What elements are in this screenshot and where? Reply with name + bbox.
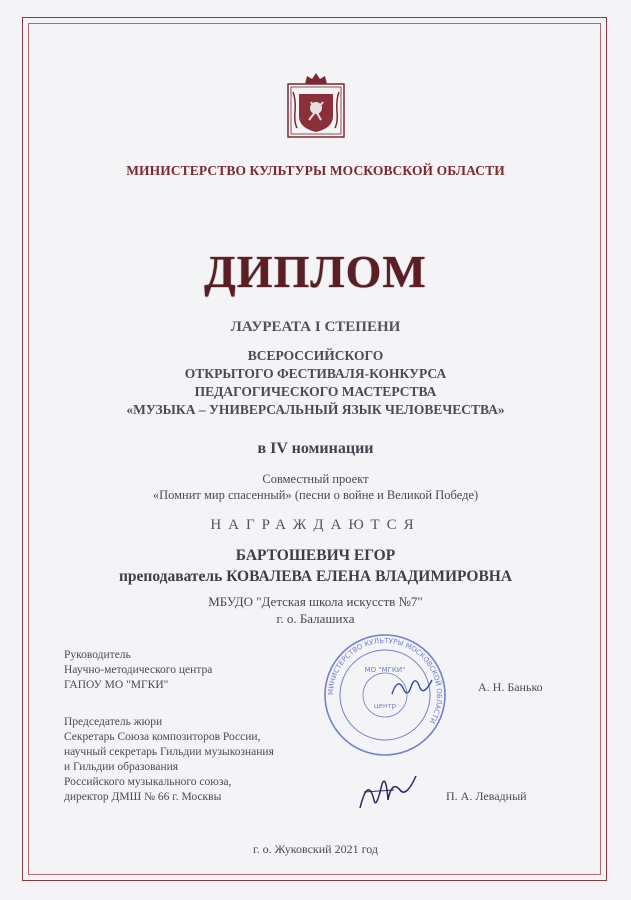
festival-line-4: «МУЗЫКА – УНИВЕРСАЛЬНЫЙ ЯЗЫК ЧЕЛОВЕЧЕСТВА»: [126, 402, 505, 417]
place-date: г. о. Жуковский 2021 год: [253, 842, 378, 856]
festival-line-2: ОТКРЫТОГО ФЕСТИВАЛЯ-КОНКУРСА: [184, 366, 447, 381]
jury-title-line-2: Секретарь Союза композиторов России,: [64, 731, 261, 743]
jury-title-line-1: Председатель жюри: [64, 716, 163, 728]
head-signature: [388, 672, 438, 702]
project-line-1: Совместный проект: [262, 472, 369, 486]
stamp-inner-text: МО "МГКИ": [364, 666, 406, 674]
jury-name: П. А. Левадный: [446, 789, 527, 803]
head-name: А. Н. Банько: [478, 680, 543, 694]
moscow-oblast-coat-of-arms-icon: [287, 72, 345, 138]
awarded-heading: НАГРАЖДАЮТСЯ: [210, 517, 421, 533]
project-line-2: «Помнит мир спасенный» (песни о войне и Великой Победе): [152, 488, 479, 502]
stamp-center-text: центр: [373, 702, 397, 710]
stamp-outer-text: МИНИСТЕРСТВО КУЛЬТУРЫ МОСКОВСКОЙ ОБЛАСТИ: [326, 636, 444, 725]
head-title-line-2: Научно-методического центра: [64, 664, 213, 676]
institution-name: МБУДО "Детская школа искусств №7": [208, 594, 423, 609]
laureate-degree: ЛАУРЕАТА I СТЕПЕНИ: [230, 319, 401, 335]
diploma-title: ДИПЛОМ: [204, 246, 427, 297]
jury-title-line-4: и Гильдии образования: [64, 761, 179, 773]
institution-city: г. о. Балашиха: [276, 611, 355, 626]
head-title-line-1: Руководитель: [64, 649, 131, 661]
jury-signature: [354, 770, 424, 814]
jury-title-line-6: директор ДМШ № 66 г. Москвы: [64, 791, 222, 803]
recipient-student: БАРТОШЕВИЧ ЕГОР: [235, 547, 396, 564]
festival-line-1: ВСЕРОССИЙСКОГО: [247, 348, 384, 363]
festival-line-3: ПЕДАГОГИЧЕСКОГО МАСТЕРСТВА: [194, 384, 437, 399]
jury-title-line-3: научный секретарь Гильдии музыкознания: [64, 746, 274, 758]
ministry-name: МИНИСТЕРСТВО КУЛЬТУРЫ МОСКОВСКОЙ ОБЛАСТИ: [126, 163, 505, 178]
recipient-teacher: преподаватель КОВАЛЕВА ЕЛЕНА ВЛАДИМИРОВНА: [118, 568, 513, 585]
head-title-line-3: ГАПОУ МО "МГКИ": [64, 679, 169, 691]
nomination: в IV номинации: [257, 440, 374, 457]
jury-title-line-5: Российского музыкального союза,: [64, 776, 232, 788]
